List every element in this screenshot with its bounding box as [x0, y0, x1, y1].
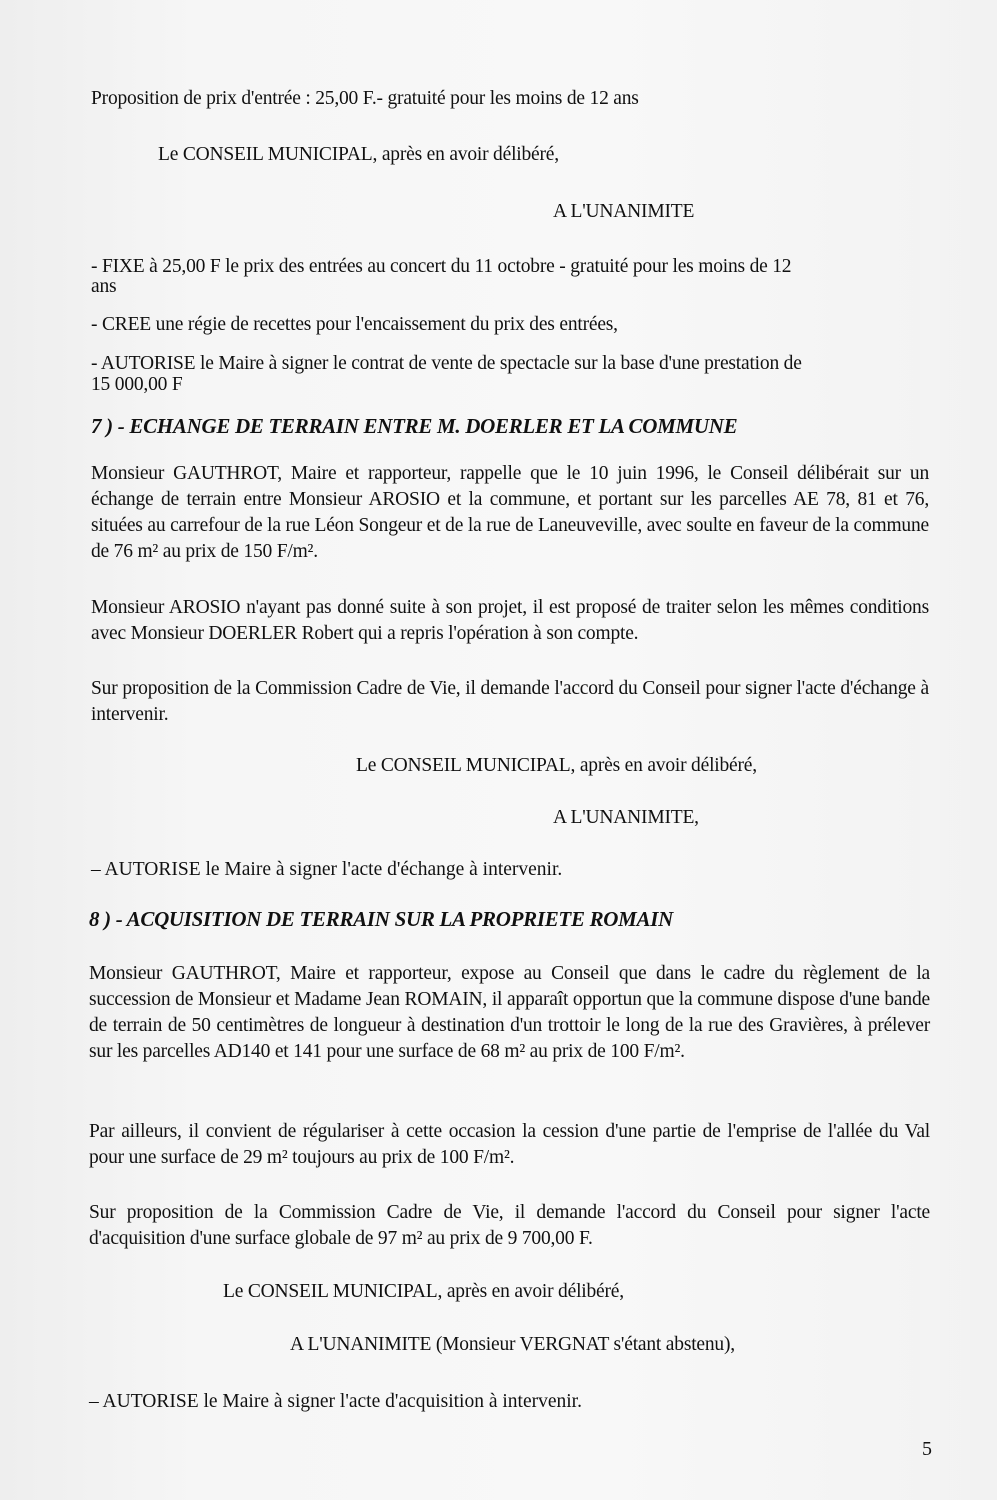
decision-cree: - CREE une régie de recettes pour l'encaissement du prix des entrées,: [91, 314, 618, 335]
section-7-paragraph-3: Sur proposition de la Commission Cadre de Vie, il demande l'accord du Conseil pour signer l'acte d'échange à intervenir.: [91, 678, 929, 725]
section-7-unanimity-vote: A L'UNANIMITE,: [553, 807, 699, 828]
decision-fixe-line2: ans: [91, 276, 117, 297]
section-8-paragraph-2: Par ailleurs, il convient de régulariser à cette occasion la cession d'une partie de l'emprise de l'allée du Val pour une surface de 29 m² toujours au prix de 100 F/m².: [89, 1121, 930, 1168]
page-number: 5: [922, 1438, 932, 1460]
section-7-heading: 7 ) - ECHANGE DE TERRAIN ENTRE M. DOERLER ET LA COMMUNE: [91, 414, 738, 438]
decision-autorise-line2: 15 000,00 F: [91, 374, 183, 395]
decision-autorise-line1: - AUTORISE le Maire à signer le contrat de vente de spectacle sur la base d'une prestation de: [91, 353, 802, 374]
section-8-heading: 8 ) - ACQUISITION DE TERRAIN SUR LA PROPRIETE ROMAIN: [89, 907, 673, 931]
section-8-unanimity-vote: A L'UNANIMITE (Monsieur VERGNAT s'étant abstenu),: [290, 1334, 735, 1355]
section-7-decision: – AUTORISE le Maire à signer l'acte d'échange à intervenir.: [91, 859, 563, 880]
section-7-paragraph-2: Monsieur AROSIO n'ayant pas donné suite à son projet, il est proposé de traiter selon les mêmes conditions avec Monsieur DOERLER Robert qui a repris l'opération à son compte.: [91, 597, 929, 644]
unanimity-vote: A L'UNANIMITE: [553, 201, 695, 222]
price-proposition: Proposition de prix d'entrée : 25,00 F.- gratuité pour les moins de 12 ans: [91, 88, 639, 109]
section-8-decision: – AUTORISE le Maire à signer l'acte d'acquisition à intervenir.: [89, 1391, 582, 1412]
section-7-council-deliberation: Le CONSEIL MUNICIPAL, après en avoir délibéré,: [356, 755, 757, 776]
council-deliberation: Le CONSEIL MUNICIPAL, après en avoir délibéré,: [158, 144, 559, 165]
section-8-paragraph-1: Monsieur GAUTHROT, Maire et rapporteur, expose au Conseil que dans le cadre du règlement de la succession de Monsieur et Madame Jean ROMAIN, il apparaît opportun que la commune dispose d'une bande de terrain de 50 centimètres de longueur à destination d'un trottoir le long de la rue des Gravières, à prélever sur les parcelles AD140 et 141 pour une surface de 68 m² au prix de 100 F/m².: [89, 963, 930, 1062]
decision-fixe-line1: - FIXE à 25,00 F le prix des entrées au concert du 11 octobre - gratuité pour les moins de 12: [91, 256, 792, 277]
section-8-paragraph-3: Sur proposition de la Commission Cadre de Vie, il demande l'accord du Conseil pour signer l'acte d'acquisition d'une surface globale de 97 m² au prix de 9 700,00 F.: [89, 1202, 930, 1249]
section-8-council-deliberation: Le CONSEIL MUNICIPAL, après en avoir délibéré,: [223, 1281, 624, 1302]
section-7-paragraph-1: Monsieur GAUTHROT, Maire et rapporteur, rappelle que le 10 juin 1996, le Conseil délibérait sur un échange de terrain entre Monsieur AROSIO et la commune, et portant sur les parcelles AE 78, 81 et 76, situées au carrefour de la rue Léon Songeur et de la rue de Laneuveville, avec soulte en faveur de la commune de 76 m² au prix de 150 F/m².: [91, 463, 929, 562]
